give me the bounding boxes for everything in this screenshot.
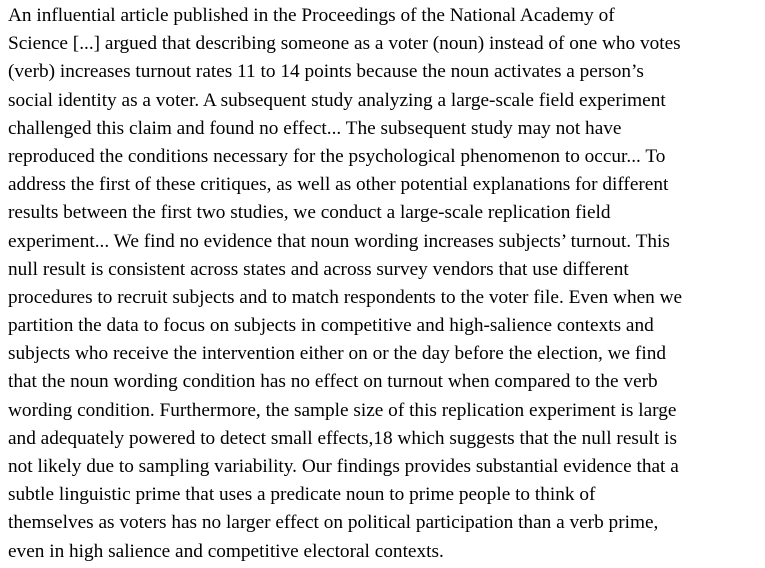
paragraph-line: and adequately powered to detect small effects,18 which suggests that the null result is — [8, 427, 677, 449]
paragraph-line: wording condition. Furthermore, the sample size of this replication experiment is large — [8, 399, 677, 421]
paragraph-line: social identity as a voter. A subsequent study analyzing a large-scale field experiment — [8, 89, 666, 111]
paragraph-line: subtle linguistic prime that uses a predicate noun to prime people to think of — [8, 484, 596, 506]
paragraph-line: An influential article published in the Proceedings of the National Academy of — [8, 5, 615, 26]
paragraph — [8, 2, 760, 566]
paragraph-line: not likely due to sampling variability. Our findings provides substantial evidence that a — [8, 456, 679, 477]
paragraph-line: experiment... We find no evidence that noun wording increases subjects’ turnout. This — [8, 230, 670, 252]
paragraph-line: subjects who receive the intervention either on or the day before the election, we find — [8, 343, 666, 365]
paragraph-line: results between the first two studies, we conduct a large-scale replication field — [8, 202, 611, 224]
paragraph-line: procedures to recruit subjects and to match respondents to the voter file. Even when we — [8, 286, 683, 308]
paragraph-line: address the first of these critiques, as well as other potential explanations for different — [8, 174, 669, 196]
paragraph-line: even in high salience and competitive electoral contexts. — [8, 540, 444, 562]
paragraph-line: Science [...] argued that describing someone as a voter (noun) instead of one who votes — [8, 33, 681, 55]
paragraph-line: reproduced the conditions necessary for the psychological phenomenon to occur... To — [8, 145, 666, 167]
paragraph-line: themselves as voters has no larger effect on political participation than a verb prime, — [8, 512, 659, 534]
paragraph-line: that the noun wording condition has no effect on turnout when compared to the verb — [8, 371, 658, 393]
paragraph-line: null result is consistent across states and across survey vendors that use different — [8, 258, 629, 280]
paragraph-line: challenged this claim and found no effect... The subsequent study may not have — [8, 117, 622, 139]
paragraph-line: partition the data to focus on subjects in competitive and high-salience contexts and — [8, 315, 654, 337]
paragraph-line: (verb) increases turnout rates 11 to 14 points because the noun activates a person’s — [8, 61, 644, 83]
